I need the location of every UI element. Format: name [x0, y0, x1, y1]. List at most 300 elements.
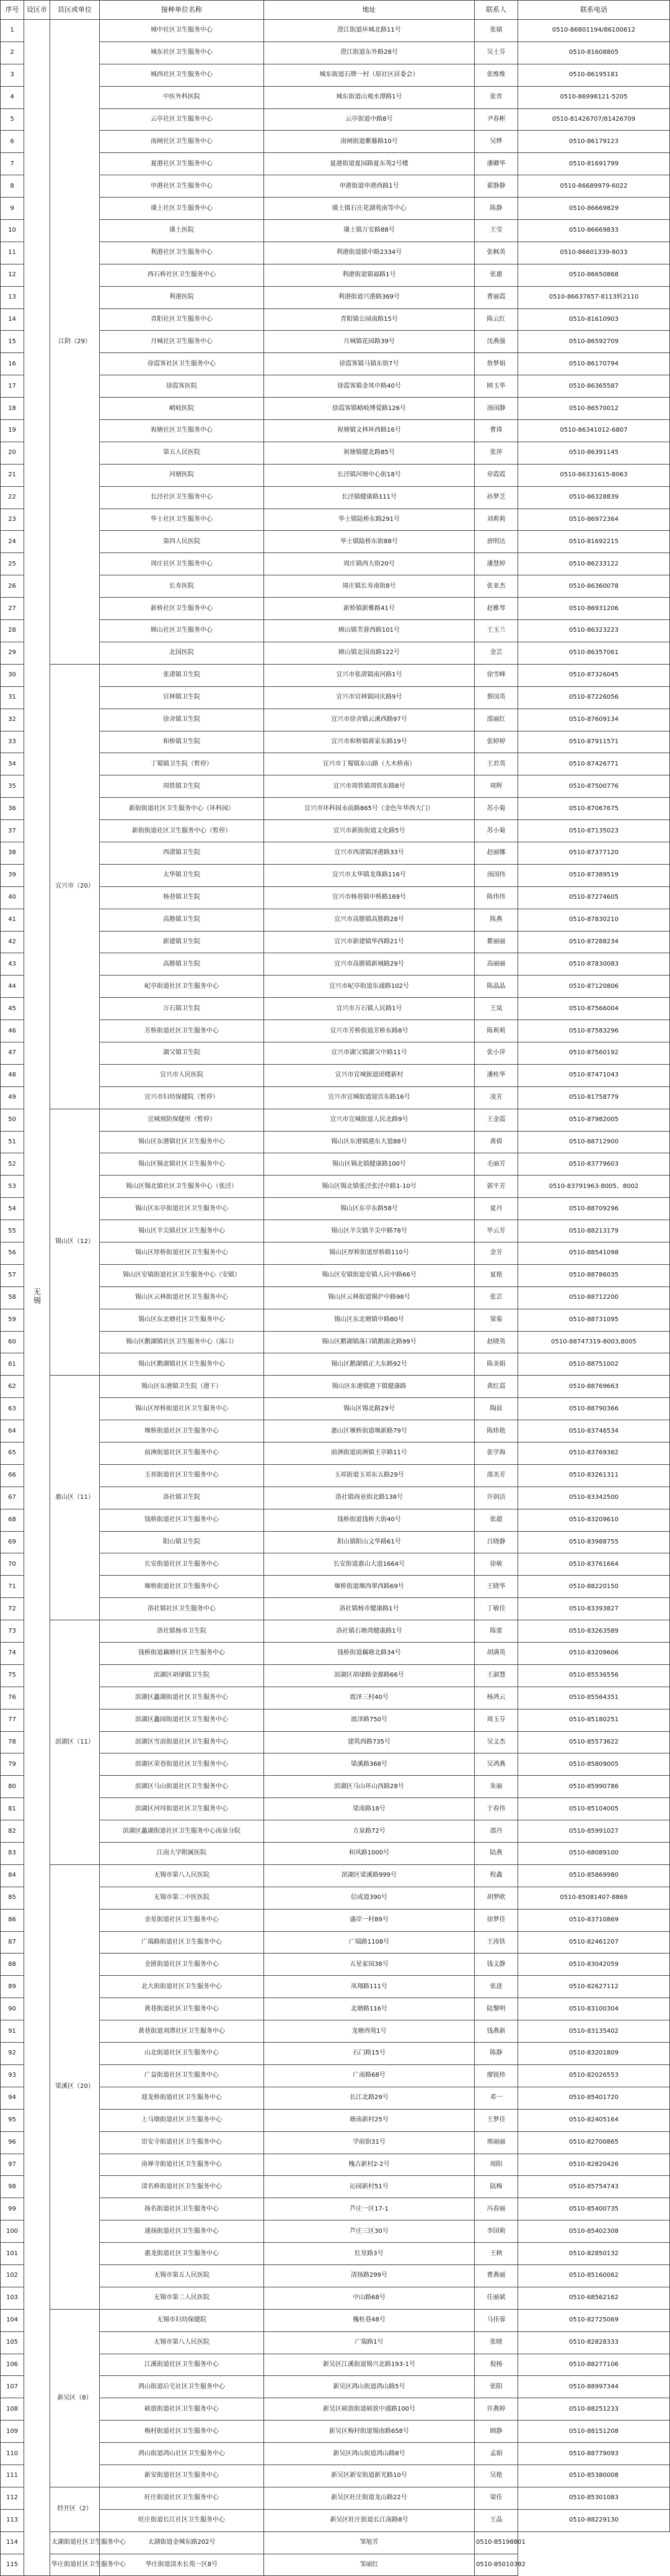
row-contact: 许燕婷: [475, 2398, 518, 2421]
table-row: [1, 2331, 670, 2354]
row-seq: 28: [1, 620, 24, 642]
row-address: 祝塘镇健北路85号: [264, 442, 475, 464]
row-phone: 0510-86669833: [518, 220, 670, 242]
row-phone: 0510-83710869: [518, 1909, 670, 1931]
row-seq: 11: [1, 242, 24, 264]
row-contact: 刘莉莉: [475, 509, 518, 531]
row-seq: 58: [1, 1286, 24, 1309]
row-contact: 张小萍: [475, 1042, 518, 1064]
row-unit-name: 无锡市第二中医医院: [100, 1887, 264, 1909]
row-seq: 17: [1, 375, 24, 398]
row-seq: 20: [1, 442, 24, 464]
header-row: [1, 1, 670, 20]
row-phone: 0510-85991027: [518, 1820, 670, 1843]
row-unit-name: 鸿山街道鸿山社区卫生服务中心: [100, 2443, 264, 2465]
row-unit-name: 长安街道社区卫生服务中心: [100, 1553, 264, 1576]
row-contact: 张学海: [475, 1443, 518, 1465]
row-contact: 于春伟: [475, 1798, 518, 1820]
row-contact: 梁菊: [475, 1309, 518, 1331]
table-row: [1, 2020, 670, 2043]
row-phone: 0510-85990786: [518, 1776, 670, 1798]
row-seq: 103: [1, 2287, 24, 2309]
row-address: 龙塘西苑1号: [264, 2020, 475, 2043]
row-contact: 瞿丽丽: [475, 931, 518, 953]
row-contact: 陆梅: [475, 2176, 518, 2198]
row-contact: 陈炜艳: [475, 1420, 518, 1443]
row-unit-name: 锡山区厚桥街道社区卫生服务中心: [100, 1242, 264, 1264]
row-address: 长泾镇河塘中心街18号: [264, 464, 475, 486]
row-phone: 0510-85536556: [518, 1664, 670, 1687]
table-row: [1, 2421, 670, 2443]
row-unit-name: 中医外科医院: [100, 86, 264, 108]
row-address: 新吴区梅村街道锡南路658号: [264, 2421, 475, 2443]
row-phone: 0510-81608805: [518, 41, 670, 64]
row-unit-name: 第四人民医院: [100, 531, 264, 553]
district-cell: 梁溪区（20）: [50, 1864, 100, 2309]
row-unit-name: 无锡市第二人民医院: [100, 2287, 264, 2309]
row-unit-name: 申港社区卫生服务中心: [100, 175, 264, 198]
row-unit-name: 锡山区东港镇卫生院（港下）: [100, 1376, 264, 1398]
row-unit-name: 璜土社区卫生服务中心: [100, 198, 264, 220]
row-contact: 倪杨: [475, 2354, 518, 2376]
table-row: [1, 2264, 670, 2287]
row-seq: 2: [1, 41, 24, 64]
district-cell: 滨湖区（11）: [50, 1620, 100, 1865]
row-contact: 蔡国英: [475, 686, 518, 709]
row-contact: 张芸: [475, 1286, 518, 1309]
row-contact: 曹燕丽: [475, 2264, 518, 2287]
header-address: 地址: [264, 1, 475, 20]
table-row: [1, 1509, 670, 1531]
row-phone: 0510-86998121-5205: [518, 86, 670, 108]
row-address: 城东街道石牌一村（原社区居委会）: [264, 64, 475, 86]
row-phone: 0510-86931206: [518, 598, 670, 620]
row-seq: 10: [1, 220, 24, 242]
row-seq: 65: [1, 1443, 24, 1465]
row-address: 徐霞客镇金凤中路40号: [264, 375, 475, 398]
row-contact: 沈燕强: [475, 331, 518, 353]
row-contact: 王君英: [475, 753, 518, 775]
table-row: [1, 1620, 670, 1643]
row-contact: 詹梦娟: [475, 353, 518, 375]
row-address: 锡山区东亭东路58号: [264, 1198, 475, 1220]
row-phone: 0510-86331615-8063: [518, 464, 670, 486]
table-row: [1, 1776, 670, 1798]
row-seq: 36: [1, 798, 24, 820]
row-phone: 0510-86195181: [518, 64, 670, 86]
row-address: 洛社镇石塘湾健康路1号: [264, 1620, 475, 1643]
table-row: [1, 664, 670, 686]
row-contact: 陈晶晶: [475, 976, 518, 998]
row-address: 锡山区鹅湖镇正大东路92号: [264, 1353, 475, 1376]
row-unit-name: 徐霞客医院: [100, 375, 264, 398]
row-unit-name: 宜城预防保健所（暂停）: [100, 1109, 264, 1131]
row-unit-name: 锡山区锡北镇社区卫生服务中心（张泾）: [100, 1176, 264, 1198]
row-phone: 0510-85301083: [518, 2487, 670, 2509]
row-address: 宜兴市万石镇人民路1号: [264, 998, 475, 1020]
table-row: [1, 2287, 670, 2309]
row-address: 锡山区锡北镇健康路100号: [264, 1153, 475, 1176]
table-row: [1, 108, 670, 131]
row-phone: 0510-81691799: [518, 153, 670, 175]
row-address: 宜兴市屺亭街道东浦路102号: [264, 976, 475, 998]
table-row: [1, 398, 670, 420]
table-row: [1, 1443, 670, 1465]
row-unit-name: 广益街道社区卫生服务中心: [100, 2064, 264, 2087]
row-phone: 0510-86689979-6022: [518, 175, 670, 198]
row-contact: 陈伟伟: [475, 886, 518, 909]
row-address: 锡山区东北塘镇中路80号: [264, 1309, 475, 1331]
row-phone: 0510-88790366: [518, 1398, 670, 1420]
table-row: [1, 1843, 670, 1865]
row-contact: 夏艳: [475, 1264, 518, 1286]
row-address: 梁南路18号: [264, 1798, 475, 1820]
row-unit-name: 湖父镇卫生院: [100, 1042, 264, 1064]
row-phone: 0510-81758779: [518, 1086, 670, 1109]
row-address: 滨湖区梁溪路999号: [264, 1864, 475, 1887]
row-unit-name: 城中社区卫生服务中心: [100, 20, 264, 42]
row-seq: 86: [1, 1909, 24, 1931]
row-unit-name: 西石桥社区卫生服务中心: [100, 264, 264, 286]
table-row: [1, 575, 670, 598]
row-seq: 98: [1, 2176, 24, 2198]
table-row: [1, 1553, 670, 1576]
row-contact: 唐明达: [475, 531, 518, 553]
row-seq: 79: [1, 1753, 24, 1776]
row-contact: 赵雅琴: [475, 598, 518, 620]
row-contact: 邓一: [475, 2087, 518, 2109]
row-address: 中山路68号: [264, 2287, 475, 2309]
table-row: [1, 864, 670, 886]
row-address: 滨湖区胡埭路金源路66号: [264, 1664, 475, 1687]
row-unit-name: 新建镇卫生院: [100, 931, 264, 953]
row-unit-name: 长寿医院: [100, 575, 264, 598]
row-seq: 4: [1, 86, 24, 108]
row-address: 璜土镇万安路88号: [264, 220, 475, 242]
row-phone: 0510-87389519: [518, 864, 670, 886]
row-seq: 43: [1, 953, 24, 976]
row-contact: 凌芳: [475, 1086, 518, 1109]
row-unit-name: 旺庄街道长江社区卫生服务中心: [100, 2509, 264, 2531]
row-seq: 72: [1, 1598, 24, 1620]
row-address: 锡山区东港镇港下镇健康路: [264, 1376, 475, 1398]
row-contact: 马佳蓉: [475, 2309, 518, 2331]
row-seq: 106: [1, 2354, 24, 2376]
row-seq: 35: [1, 775, 24, 798]
table-row: [1, 1820, 670, 1843]
row-address: 北塘路116号: [264, 1998, 475, 2020]
row-seq: 55: [1, 1220, 24, 1242]
row-unit-name: 通扬街道社区卫生服务中心: [100, 2220, 264, 2243]
row-seq: 19: [1, 420, 24, 442]
row-seq: 113: [1, 2509, 24, 2531]
row-seq: 68: [1, 1509, 24, 1531]
row-phone: 0510-88779093: [518, 2443, 670, 2465]
city-cell: [24, 20, 50, 2576]
row-unit-name: 广瑞路街道社区卫生服务中心: [100, 1931, 264, 1954]
row-seq: 53: [1, 1176, 24, 1198]
row-unit-name: 硕放街道社区卫生服务中心: [100, 2398, 264, 2421]
row-phone: 0510-85869980: [518, 1864, 670, 1887]
table-row: [1, 41, 670, 64]
row-seq: 38: [1, 842, 24, 864]
row-unit-name: 太华镇卫生院: [100, 864, 264, 886]
row-address: 利港街道镇福路1号: [264, 264, 475, 286]
table-row: [1, 153, 670, 175]
row-unit-name: 杨巷镇卫生院: [100, 886, 264, 909]
row-contact: 胡梦欧: [475, 1887, 518, 1909]
row-address: 石门路15号: [264, 2043, 475, 2065]
table-row: [1, 1220, 670, 1242]
table-row: [1, 909, 670, 931]
table-row: [1, 2554, 670, 2576]
row-unit-name: 锡山区鹅湖镇社区卫生服务中心（荡口）: [100, 1331, 264, 1353]
row-seq: 42: [1, 931, 24, 953]
row-phone: 0510-83261311: [518, 1464, 670, 1487]
row-contact: 翟静静: [475, 175, 518, 198]
row-phone: 0510-86341012-6807: [518, 420, 670, 442]
row-seq: 32: [1, 709, 24, 731]
row-phone: 0510-87982005: [518, 1109, 670, 1131]
row-seq: 83: [1, 1843, 24, 1865]
row-phone: 0510-85104005: [518, 1798, 670, 1820]
row-phone: 0510-87583296: [518, 1020, 670, 1042]
row-address: 新吴区鸿山街道鸿山路8号: [264, 2443, 475, 2465]
table-row: [1, 1709, 670, 1731]
row-seq: 51: [1, 1131, 24, 1153]
district-cell: 惠山区（11）: [50, 1376, 100, 1620]
row-contact: 王梦佳: [475, 2109, 518, 2131]
row-unit-name: 滨湖区河埒街道社区卫生服务中心: [100, 1798, 264, 1820]
row-phone: 0510-88786035: [518, 1264, 670, 1286]
row-contact: 程鑫: [475, 1864, 518, 1887]
row-address: 广瑞路1108号: [264, 1931, 475, 1954]
row-seq: 25: [1, 553, 24, 575]
row-phone: 0510-82627112: [518, 1976, 670, 1998]
table-row: [1, 709, 670, 731]
row-unit-name: 鸿山街道后宅社区卫生服务中心: [100, 2376, 264, 2398]
row-phone: 0510-82820426: [518, 2154, 670, 2176]
table-row: [1, 1909, 670, 1931]
row-seq: 92: [1, 2043, 24, 2065]
table-row: [1, 2154, 670, 2176]
table-row: [1, 175, 670, 198]
table-row: [1, 2220, 670, 2243]
table-row: [1, 998, 670, 1020]
row-phone: 0510-68562162: [518, 2287, 670, 2309]
row-unit-name: 高塍镇卫生院: [100, 909, 264, 931]
row-unit-name: 玉祁街道社区卫生服务中心: [100, 1464, 264, 1487]
row-contact: 廖锐炜: [475, 2064, 518, 2087]
row-seq: 78: [1, 1731, 24, 1753]
row-unit-name: 丁蜀镇卫生院（暂停）: [100, 753, 264, 775]
row-seq: 61: [1, 1353, 24, 1376]
row-phone: 0510-83042059: [518, 1954, 670, 1976]
row-unit-name: 璜土医院: [100, 220, 264, 242]
row-unit-name: 新安街道社区卫生服务中心: [100, 2465, 264, 2487]
row-unit-name: 河塘医院: [100, 464, 264, 486]
table-row: [1, 1242, 670, 1264]
table-row: [1, 1109, 670, 1131]
row-unit-name: 滨湖区胡埭镇卫生院: [100, 1664, 264, 1687]
city-name: 无锡: [32, 1288, 42, 1306]
row-phone: 0510-87560192: [518, 1042, 670, 1064]
row-unit-name: 华庄街道社区卫生服务中心: [50, 2554, 100, 2576]
row-unit-name: 锡山区云林街道社区卫生服务中心: [100, 1286, 264, 1309]
table-row: [1, 2087, 670, 2109]
row-address: 月城镇花园路39号: [264, 331, 475, 353]
table-row: [1, 1864, 670, 1887]
table-row: [1, 1131, 670, 1153]
table-row: [1, 486, 670, 509]
row-seq: 82: [1, 1820, 24, 1843]
row-phone: 0510-83209610: [518, 1509, 670, 1531]
row-address: 和风路1000号: [264, 1843, 475, 1865]
row-unit-name: 阳山镇卫生院: [100, 1531, 264, 1553]
row-address: 新吴区旺庄街道龙山路22号: [264, 2487, 475, 2509]
row-address: 澄江街道环城北路11号: [264, 20, 475, 42]
table-row: [1, 20, 670, 42]
row-address: 锡山区羊尖镇羊尖中路78号: [264, 1220, 475, 1242]
row-phone: 0510-86801194/86100612: [518, 20, 670, 42]
row-contact: 毕云芳: [475, 1220, 518, 1242]
row-unit-name: 清名桥街道社区卫生服务中心: [100, 2176, 264, 2198]
row-contact: 孟娟: [475, 2443, 518, 2465]
row-address: 红星路3号: [264, 2243, 475, 2265]
row-seq: 12: [1, 264, 24, 286]
row-seq: 3: [1, 64, 24, 86]
row-address: 芦庄一区17-1: [264, 2198, 475, 2220]
table-row: [1, 1531, 670, 1553]
row-seq: 95: [1, 2109, 24, 2131]
row-unit-name: 祝塘社区卫生服务中心: [100, 420, 264, 442]
row-seq: 73: [1, 1620, 24, 1643]
row-contact: 金芳: [475, 1242, 518, 1264]
row-contact: 张晋: [475, 86, 518, 108]
row-contact: 陈莉莉: [475, 1020, 518, 1042]
row-unit-name: 锡山区锡北镇社区卫生服务中心: [100, 1153, 264, 1176]
row-address: 利港街道镇中路2334号: [264, 242, 475, 264]
row-contact: 邹丽红: [264, 2554, 475, 2576]
row-phone: 0510-85198801: [475, 2531, 518, 2554]
row-address: 宜兴市新建镇华西路21号: [264, 931, 475, 953]
row-contact: 吕晓静: [475, 1531, 518, 1553]
table-row: [1, 464, 670, 486]
row-address: 宜兴市宜城街道人民北路9号: [264, 1109, 475, 1131]
row-address: 锡山区安镇街道安镇人民中路66号: [264, 1264, 475, 1286]
row-phone: 0510-85081407-8869: [518, 1887, 670, 1909]
row-seq: 102: [1, 2264, 24, 2287]
row-address: 五星家园38号: [264, 1954, 475, 1976]
row-unit-name: 新街街道社区卫生服务中心（环科园）: [100, 798, 264, 820]
row-seq: 115: [1, 2554, 24, 2576]
row-phone: 0510-87120806: [518, 976, 670, 998]
row-seq: 70: [1, 1553, 24, 1576]
row-phone: 0510-83135402: [518, 2020, 670, 2043]
row-phone: 0510-85809005: [518, 1753, 670, 1776]
table-row: [1, 242, 670, 264]
row-address: 清扬路299号: [264, 2264, 475, 2287]
table-row: [1, 731, 670, 753]
row-phone: 0510-82026553: [518, 2064, 670, 2087]
row-contact: 王晓华: [475, 1576, 518, 1598]
row-seq: 76: [1, 1687, 24, 1709]
row-address: 锡山区锡北镇张泾张泾中路1-10号: [264, 1176, 475, 1198]
row-contact: 苏小菊: [475, 820, 518, 842]
row-unit-name: 新桥社区卫生服务中心: [100, 598, 264, 620]
row-phone: 0510-88541098: [518, 1242, 670, 1264]
row-unit-name: 锡山区东北塘社区卫生服务中心: [100, 1309, 264, 1331]
row-contact: 顾静: [475, 2421, 518, 2443]
row-contact: 钱文静: [475, 1954, 518, 1976]
row-unit-name: 锡山区安镇街道社区卫生服务中心（安镇）: [100, 1264, 264, 1286]
row-phone: 0510-85380008: [518, 2465, 670, 2487]
row-phone: 0510-83988755: [518, 1531, 670, 1553]
table-row: [1, 2465, 670, 2487]
row-phone: 0510-82725069: [518, 2309, 670, 2331]
row-seq: 75: [1, 1664, 24, 1687]
row-phone: 0510-83100304: [518, 1998, 670, 2020]
row-address: 梁溪路368号: [264, 1753, 475, 1776]
row-phone: 0510-87830083: [518, 953, 670, 976]
table-row: [1, 1198, 670, 1220]
row-address: 宜兴市丁蜀镇东山路（大木桥南）: [264, 753, 475, 775]
row-seq: 69: [1, 1531, 24, 1553]
row-unit-name: 锡山区东港镇社区卫生服务中心: [100, 1131, 264, 1153]
row-seq: 91: [1, 2020, 24, 2043]
row-contact: 梁佳: [475, 2487, 518, 2509]
table-row: [1, 886, 670, 909]
row-seq: 5: [1, 108, 24, 131]
row-phone: 0510-86592709: [518, 331, 670, 353]
row-contact: 邵丽红: [475, 709, 518, 731]
row-address: 槐古新村2-2号: [264, 2154, 475, 2176]
row-contact: 汤国静: [475, 398, 518, 420]
row-unit-name: 滨湖区马山街道社区卫生服务中心: [100, 1776, 264, 1798]
row-address: 申港街道申港西路1号: [264, 175, 475, 198]
row-address: 槐桂巷48号: [264, 2309, 475, 2331]
row-phone: 0510-88997344: [518, 2376, 670, 2398]
row-phone: 0510-85402308: [518, 2220, 670, 2243]
table-row: [1, 442, 670, 464]
row-phone: 0510-83791963-8005、8002: [518, 1176, 670, 1198]
row-phone: 0510-86365587: [518, 375, 670, 398]
row-phone: 0510-85400735: [518, 2198, 670, 2220]
district-cell: 新吴区（8）: [50, 2309, 100, 2487]
row-seq: 111: [1, 2465, 24, 2487]
row-contact: 顾玉华: [475, 375, 518, 398]
row-phone: 0510-88712900: [518, 1131, 670, 1153]
row-unit-name: 利港社区卫生服务中心: [100, 242, 264, 264]
table-row: [1, 1376, 670, 1398]
row-phone: 0510-86328839: [518, 486, 670, 509]
row-seq: 59: [1, 1309, 24, 1331]
row-seq: 101: [1, 2243, 24, 2265]
table-row: [1, 2043, 670, 2065]
row-address: 宜兴市和桥镇蒋家东路19号: [264, 731, 475, 753]
row-phone: 0510-83342500: [518, 1487, 670, 1509]
row-unit-name: 钱桥街道藕塘社区卫生服务中心: [100, 1643, 264, 1665]
row-contact: 金芸: [475, 642, 518, 664]
row-unit-name: 无锡市第八人民医院: [100, 1864, 264, 1887]
row-seq: 56: [1, 1242, 24, 1264]
row-contact: 冯春丽: [475, 2198, 518, 2220]
header-phone: 联系电话: [518, 1, 670, 20]
table-row: [1, 798, 670, 820]
row-contact: 张亚杰: [475, 575, 518, 598]
row-unit-name: 崇安寺街道社区卫生服务中心: [100, 2131, 264, 2154]
row-seq: 109: [1, 2421, 24, 2443]
